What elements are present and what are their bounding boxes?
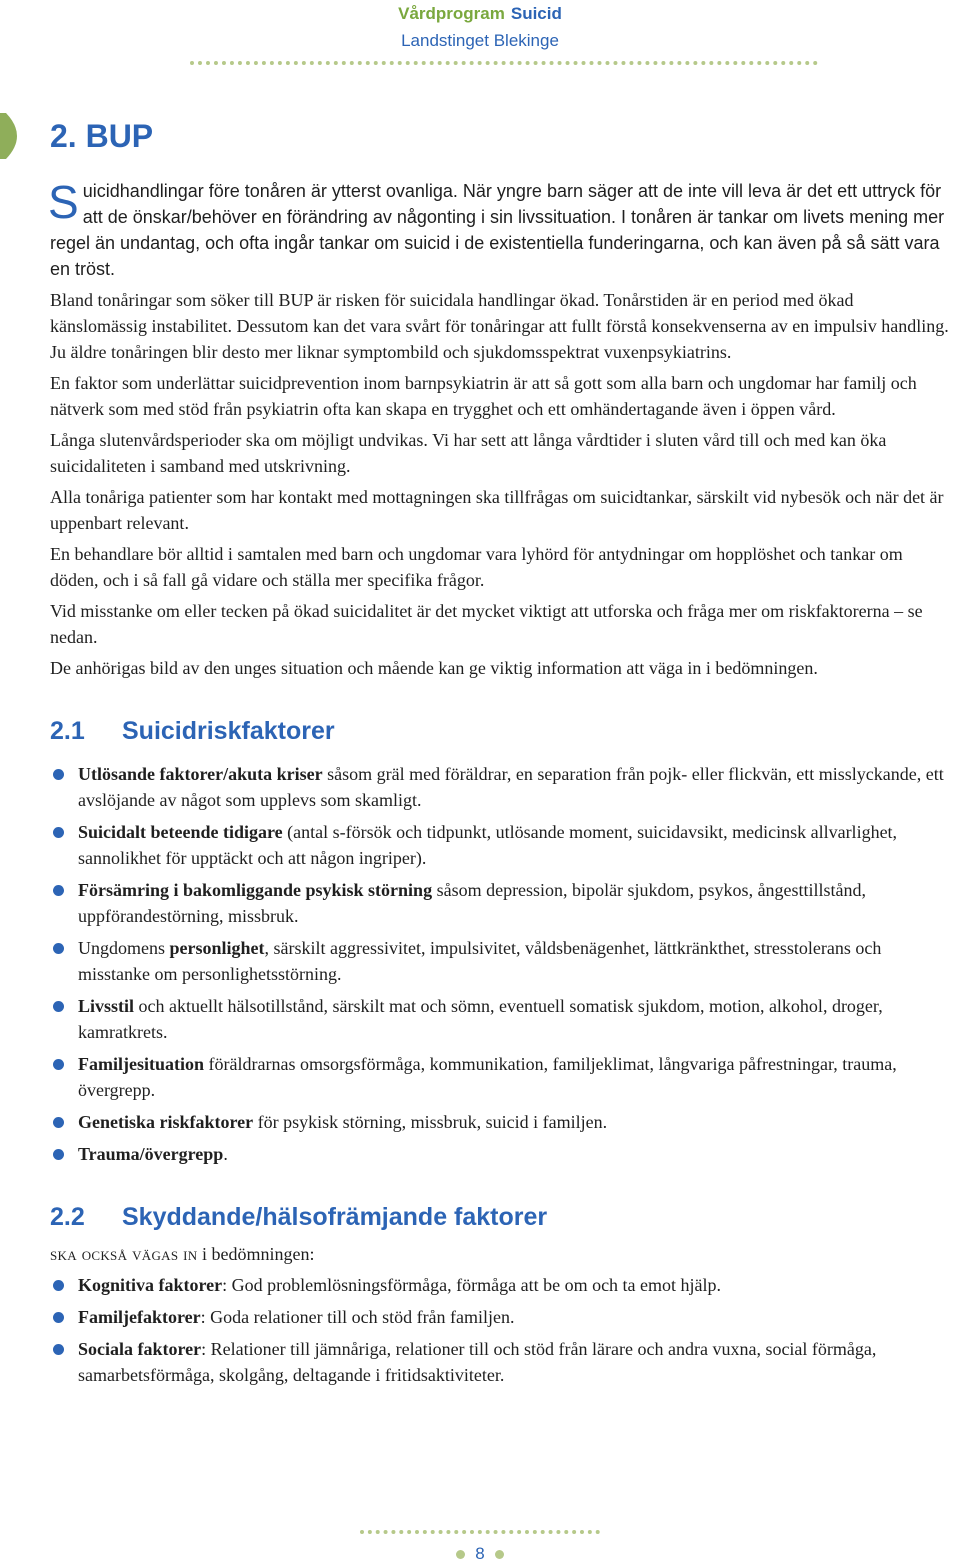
bullet-icon — [53, 943, 64, 954]
list-item: Livsstil och aktuellt hälsotillstånd, särskilt mat och sömn, eventuell somatisk sjukdom, motion, alkohol, droger, kamratkrets. — [50, 993, 955, 1045]
risk-factor-list — [50, 761, 955, 1167]
bullet-icon — [53, 769, 64, 780]
bullet-icon — [53, 1149, 64, 1160]
list-item: Suicidalt beteende tidigare (antal s-försök och tidpunkt, utlösande moment, suicidavsikt, medicinsk allvarlighet, sannolikhet för upptäckt och att någon ingriper). — [50, 819, 955, 871]
section-title: Suicidriskfaktorer — [122, 717, 335, 745]
paragraph: Bland tonåringar som söker till BUP är risken för suicidala handlingar ökad. Tonårstiden är en period med ökad känslomässig instabilitet. Dessutom kan det vara svårt för tonåringar att fullt förstå konsekvenserna av en impulsiv handling. Ju äldre tonåringen blir desto mer liknar symptombild och sjukdomsspektrat vuxenpsykiatrins. — [50, 290, 949, 362]
protective-factor-list — [50, 1272, 955, 1388]
bullet-icon — [53, 1059, 64, 1070]
bullet-icon — [53, 827, 64, 838]
section-number: 2.1 — [50, 717, 85, 745]
section-heading-protective-factors — [50, 1201, 955, 1233]
header-subject: Suicid — [510, 4, 562, 23]
list-item: Sociala faktorer: Relationer till jämnåriga, relationer till och stöd från lärare och andra vuxna, social förmåga, samarbetsförmåga, skolgång, deltagande i fritidsaktiviteter. — [50, 1336, 955, 1388]
paragraph: Långa slutenvårdsperioder ska om möjligt undvikas. Vi har sett att långa vårdtider i sluten vård till och med kan öka suicidaliteten i samband med utskrivning. — [50, 430, 887, 476]
page-header — [0, 4, 960, 52]
list-item: Utlösande faktorer/akuta kriser såsom gräl med föräldrar, en separation från pojk- eller flickvän, ett misslyckande, ett avslöjande av något som upplevs som skamligt. — [50, 761, 955, 813]
footer-dotted-divider — [360, 1530, 600, 1534]
paragraph: Alla tonåriga patienter som har kontakt med mottagningen ska tillfrågas om suicidtankar, särskilt vid nybesök och när det är uppenbart relevant. — [50, 487, 944, 533]
list-item: Trauma/övergrepp. — [50, 1141, 955, 1167]
page-footer — [0, 1544, 960, 1564]
bullet-icon — [53, 1312, 64, 1323]
chapter-title: 2. BUP — [50, 118, 154, 154]
header-program: Vårdprogram — [398, 4, 505, 23]
bullet-icon — [53, 1117, 64, 1128]
intro-paragraph — [50, 178, 955, 282]
chapter-marker-shape — [0, 113, 28, 159]
section-title: Skyddande/hälsofrämjande faktorer — [122, 1203, 548, 1231]
bullet-icon — [53, 1001, 64, 1012]
list-item: Kognitiva faktorer: God problemlösningsförmåga, förmåga att be om och ta emot hjälp. — [50, 1272, 955, 1298]
footer-dot-icon — [456, 1550, 465, 1559]
list-item: Försämring i bakomliggande psykisk störning såsom depression, bipolär sjukdom, psykos, ångesttillstånd, uppförandestörning, missbruk. — [50, 877, 955, 929]
header-dotted-divider — [190, 61, 818, 65]
bullet-icon — [53, 1344, 64, 1355]
list-item: Familjefaktorer: Goda relationer till och stöd från familjen. — [50, 1304, 955, 1330]
intro-paragraph-text: uicidhandlingar före tonåren är ytterst ovanliga. När yngre barn säger att de inte vill leva är det ett uttryck för att de önskar/behöver en förändring av någonting i sin livssituation. I tonåren är tankar om livets mening mer regel än undantag, och ofta ingår tankar om suicid i de existentiella funderingarna, och kan även på så sätt vara en tröst. — [50, 181, 945, 279]
header-organization: Landstinget Blekinge — [401, 31, 559, 50]
section-heading-risk-factors — [50, 715, 955, 747]
bullet-icon — [53, 885, 64, 896]
bullet-icon — [53, 1280, 64, 1291]
drop-cap: S — [48, 176, 79, 228]
header-title — [0, 4, 960, 24]
footer-dot-icon — [495, 1550, 504, 1559]
section-intro: ska också vägas in i bedömningen: — [50, 1244, 315, 1264]
list-item: Ungdomens personlighet, särskilt aggressivitet, impulsivitet, våldsbenägenhet, lättkränkthet, stresstolerans och misstanke om personlighetsstörning. — [50, 935, 955, 987]
list-item: Familjesituation föräldrarnas omsorgsförmåga, kommunikation, familjeklimat, långvariga påfrestningar, trauma, övergrepp. — [50, 1051, 955, 1103]
main-content — [50, 178, 955, 1394]
paragraph: De anhörigas bild av den unges situation och mående kan ge viktig information att väga in i bedömningen. — [50, 658, 818, 678]
page-number: 8 — [475, 1544, 485, 1563]
paragraph: Vid misstanke om eller tecken på ökad suicidalitet är det mycket viktigt att utforska och fråga mer om riskfaktorerna – se nedan. — [50, 601, 923, 647]
list-item: Genetiska riskfaktorer för psykisk störning, missbruk, suicid i familjen. — [50, 1109, 955, 1135]
paragraph: En faktor som underlättar suicidprevention inom barnpsykiatrin är att så gott som alla barn och ungdomar har familj och nätverk som med stöd från psykiatrin ofta kan skapa en trygghet och ett omhändertagande även i öppen vård. — [50, 373, 917, 419]
section-number: 2.2 — [50, 1203, 85, 1231]
paragraph: En behandlare bör alltid i samtalen med barn och ungdomar vara lyhörd för antydningar om hopplöshet och tankar om döden, och i så fall gå vidare och ställa mer specifika frågor. — [50, 544, 903, 590]
